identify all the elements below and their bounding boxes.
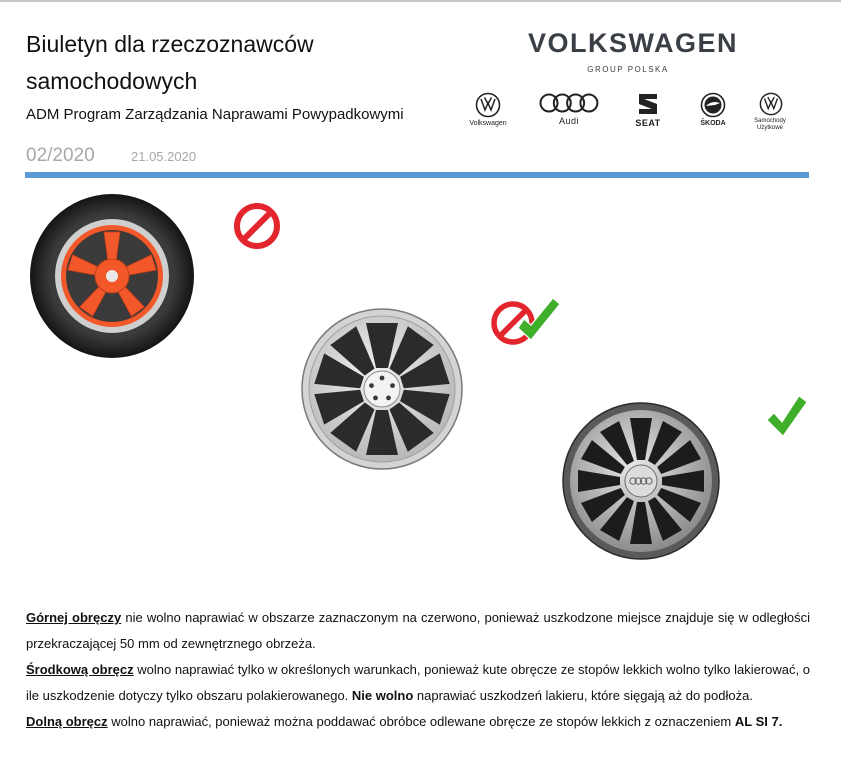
brand-skoda-label: ŠKODA	[700, 120, 726, 127]
text-top-rim: nie wolno naprawiać w obszarze zaznaczonym na czerwono, ponieważ uszkodzone miejsce znajduje się w odległości przekraczającej 50 mm od zewnętrznego obrzeża.	[26, 610, 810, 651]
brand-audi-label: Audi	[558, 116, 579, 126]
brand-skoda	[692, 92, 734, 127]
volkswagen-commercial-icon	[759, 92, 783, 116]
vw-group-logo: VOLKSWAGEN	[528, 28, 739, 58]
paragraph-middle-rim	[26, 657, 810, 709]
top-border	[0, 0, 841, 2]
bottom-check-icon	[767, 396, 807, 436]
program-subtitle: ADM Program Zarządzania Naprawami Powypadkowymi	[26, 106, 404, 123]
issue-number: 02/2020	[26, 145, 95, 166]
bottom-wheel	[563, 403, 719, 559]
brand-seat-label: SEAT	[635, 118, 661, 128]
volkswagen-icon	[475, 92, 501, 118]
brand-volkswagen-label: Volkswagen	[469, 120, 507, 127]
seat-icon	[636, 92, 660, 116]
brand-volkswagen	[466, 92, 510, 127]
lead-middle-rim: Środkową obręcz	[26, 662, 134, 677]
vw-group-subtitle: GROUP POLSKA	[587, 65, 669, 74]
skoda-icon	[700, 92, 726, 118]
paragraph-bottom-rim	[26, 709, 810, 735]
paragraph-top-rim	[26, 605, 810, 657]
wheel-illustration	[0, 190, 841, 580]
lead-bottom-rim: Dolną obręcz	[26, 714, 108, 729]
brand-commercial-label: Samochody Użytkowe	[754, 118, 786, 131]
brand-commercial	[750, 92, 792, 132]
middle-wheel	[302, 309, 462, 469]
text-middle-rim: wolno naprawiać tylko w określonych warunkach, ponieważ kute obręcze ze stopów lekkich wolno tylko lakierować, o ile uszkodzenie dotyczy tylko obszaru polakierowanego.	[26, 662, 810, 703]
emphasis-not-allowed: Nie wolno	[351, 688, 414, 703]
lead-top-rim: Górnej obręczy	[26, 610, 122, 625]
text-bottom-rim: wolno naprawiać, ponieważ można poddawać obróbce odlewane obręcze ze stopów lekkich z oznaczeniem	[107, 714, 735, 729]
bulletin-text	[26, 605, 810, 735]
header-rule	[25, 172, 809, 178]
text-middle-rim-end: naprawiać uszkodzeń lakieru, które sięgają aż do podłoża.	[413, 688, 753, 703]
brand-seat	[620, 92, 676, 128]
issue-date: 21.05.2020	[131, 149, 197, 164]
page-title: Biuletyn dla rzeczoznawców samochodowych	[26, 31, 314, 94]
top-wheel	[30, 194, 194, 358]
emphasis-alloy-code: AL SI 7.	[734, 714, 783, 729]
audi-rings-icon	[538, 92, 600, 114]
middle-prohibited-check-icon	[494, 298, 560, 342]
top-prohibited-icon	[237, 206, 277, 246]
brand-audi	[536, 92, 602, 126]
